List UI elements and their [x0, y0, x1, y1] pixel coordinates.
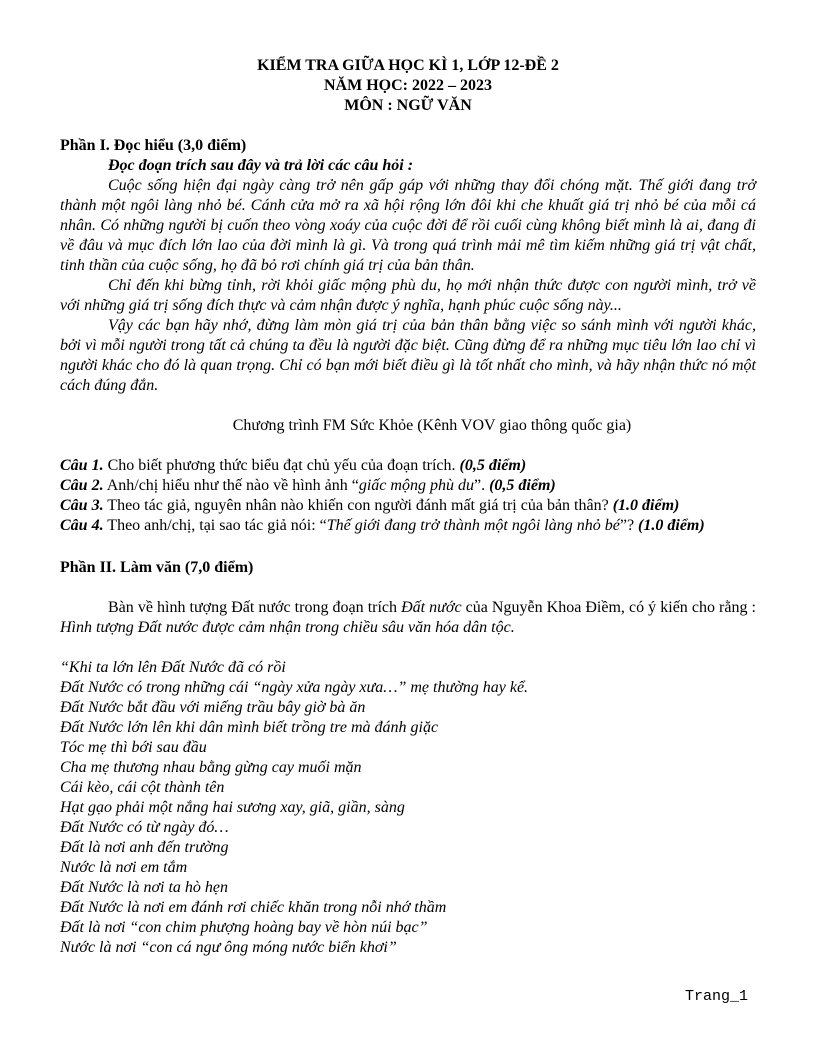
part1-instruction: Đọc đoạn trích sau đây và trả lời các câu hỏi : [108, 157, 414, 174]
passage-paragraph-3: Vậy các bạn hãy nhớ, đừng làm mòn giá trị của bản thân bằng việc so sánh mình với người khác, bởi vì mỗi người trong tất cả chúng ta đều là người đặc biệt. Cũng đừng để ra những mục tiêu lớn lao chỉ vì người khác cho đó là quan trọng. Chỉ có bạn mới biết điều gì là tốt nhất cho mình, và hãy nhận thức nó một cách đúng đắn. [60, 317, 756, 394]
passage-paragraph-2: Chỉ đến khi bừng tỉnh, rời khỏi giấc mộng phù du, họ mới nhận thức được con người mình, trở về với những giá trị sống đích thực và cảm nhận được ý nghĩa, hạnh phúc cuộc sống này... [60, 277, 756, 314]
poem-line: Đất Nước bắt đầu với miếng trầu bây giờ bà ăn [60, 699, 366, 716]
poem-line: Đất là nơi anh đến trường [60, 839, 229, 856]
poem-line: Đất Nước có từ ngày đó… [60, 819, 229, 836]
essay-work-title: Đất nước [401, 599, 462, 616]
poem-line: Nước là nơi “con cá ngư ông móng nước biển khơi” [60, 939, 397, 956]
question-list [60, 456, 756, 536]
poem-line: Nước là nơi em tắm [60, 859, 188, 876]
exam-title: KIỂM TRA GIỮA HỌC KÌ 1, LỚP 12-ĐỀ 2 [257, 57, 559, 74]
poem-excerpt [60, 658, 756, 958]
poem-line: Đất Nước lớn lên khi dân mình biết trồng tre mà đánh giặc [60, 719, 439, 736]
poem-line: Đất là nơi “con chim phượng hoàng bay về hòn núi bạc” [60, 919, 428, 936]
passage-paragraph-1: Cuộc sống hiện đại ngày càng trở nên gấp gáp với những thay đổi chóng mặt. Thế giới đang trở thành một ngôi làng nhỏ bé. Cánh cửa mở ra xã hội rộng lớn đôi khi che khuất giá trị nhỏ bé của mỗi cá nhân. Có những người bị cuốn theo vòng xoáy của cuộc đời để rồi cuối cùng không biết mình là ai, đang đi về đâu và mục đích lớn lao của đời mình là gì. Và trong quá trình mải mê tìm kiếm những giá trị vật chất, tinh thần của cuộc sống, họ đã bỏ rơi chính giá trị của bản thân. [60, 177, 756, 274]
question-3: Câu 3. Theo tác giả, nguyên nhân nào khiến con người đánh mất giá trị của bản thân? (1.0 điểm) [60, 497, 680, 514]
poem-line: “Khi ta lớn lên Đất Nước đã có rồi [60, 659, 286, 676]
question-1: Câu 1. Cho biết phương thức biểu đạt chủ yếu của đoạn trích. (0,5 điểm) [60, 457, 527, 474]
subject: MÔN : NGỮ VĂN [344, 97, 472, 114]
essay-prompt: Bàn về hình tượng Đất nước trong đoạn trích Đất nước của Nguyễn Khoa Điềm, có ý kiến cho rằng : Hình tượng Đất nước được cảm nhận trong chiều sâu văn hóa dân tộc. [60, 599, 757, 636]
essay-quote: Hình tượng Đất nước được cảm nhận trong chiều sâu văn hóa dân tộc. [60, 619, 515, 636]
page-number: Trang_1 [685, 988, 749, 1005]
poem-line: Đất Nước là nơi em đánh rơi chiếc khăn trong nỗi nhớ thầm [60, 899, 447, 916]
document-header [0, 56, 816, 116]
poem-line: Hạt gạo phải một nắng hai sương xay, giã, giần, sàng [60, 799, 405, 816]
question-2: Câu 2. Anh/chị hiểu như thế nào về hình ảnh “giấc mộng phù du”. (0,5 điểm) [60, 477, 556, 494]
poem-line: Cha mẹ thương nhau bằng gừng cay muối mặn [60, 759, 362, 776]
passage-source: Chương trình FM Sức Khỏe (Kênh VOV giao thông quốc gia) [232, 417, 632, 434]
poem-line: Tóc mẹ thì bới sau đầu [60, 739, 207, 756]
school-year: NĂM HỌC: 2022 – 2023 [324, 77, 492, 94]
question-4: Câu 4. Theo anh/chị, tại sao tác giả nói: “Thế giới đang trở thành một ngôi làng nhỏ bé”? (1.0 điểm) [60, 517, 705, 534]
part1-title: Phần I. Đọc hiểu (3,0 điểm) [60, 137, 247, 154]
poem-line: Đất Nước là nơi ta hò hẹn [60, 879, 229, 896]
part1-section [60, 136, 756, 958]
poem-line: Đất Nước có trong những cái “ngày xửa ngày xưa…” mẹ thường hay kể. [60, 679, 529, 696]
poem-line: Cái kèo, cái cột thành tên [60, 779, 225, 796]
part2-title: Phần II. Làm văn (7,0 điểm) [60, 559, 254, 576]
